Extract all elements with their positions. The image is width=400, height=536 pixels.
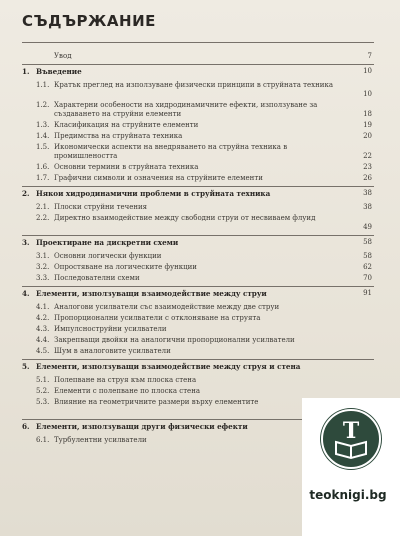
toc-page-number: 58 bbox=[363, 238, 372, 246]
page-title: СЪДЪРЖАНИЕ bbox=[22, 12, 156, 30]
toc-entry-title: Шум в аналоговите усилватели bbox=[54, 347, 171, 355]
toc-entry-title: Аналогови усилватели със взаимодействие между две струи bbox=[54, 303, 280, 311]
toc-page-number: 7 bbox=[367, 52, 372, 60]
toc-page-number: 18 bbox=[363, 110, 372, 118]
toc-entry-title: Закрепващи двойки на аналогични пропорционални усилватели bbox=[54, 336, 295, 344]
toc-entry-title: Икономически аспекти на внедряването на струйна техника в промишлеността bbox=[54, 143, 288, 160]
toc-entry-number: 3.2. bbox=[36, 263, 50, 271]
toc-entry-number: 5.2. bbox=[36, 387, 50, 395]
toc-page-number: 70 bbox=[363, 274, 372, 282]
toc-entry-number: 1. bbox=[22, 67, 30, 76]
toc-entry-number: 1.7. bbox=[36, 174, 50, 182]
toc-entry-title: Някои хидродинамични проблеми в струйната техника bbox=[36, 189, 271, 198]
toc-page-number: 10 bbox=[363, 67, 372, 75]
toc-entry-number: 3.3. bbox=[36, 274, 50, 282]
toc-entry-title: Класификация на струйните елементи bbox=[54, 121, 199, 129]
section-divider bbox=[22, 186, 374, 187]
toc-entry-number: 6. bbox=[22, 422, 30, 431]
toc-entry-title: Увод bbox=[54, 52, 72, 60]
toc-entry-number: 1.5. bbox=[36, 143, 50, 151]
toc-entry-number: 4.2. bbox=[36, 314, 50, 322]
toc-entry-number: 4.4. bbox=[36, 336, 50, 344]
toc-entry-title: Опростяване на логическите функции bbox=[54, 263, 197, 271]
toc-entry-title: Елементи с полепване по плоска стена bbox=[54, 387, 201, 395]
toc-page-number: 49 bbox=[363, 223, 372, 231]
toc-entry-number: 4. bbox=[22, 289, 30, 298]
toc-entry-title: Полепване на струя към плоска стена bbox=[54, 376, 197, 384]
toc-entry-number: 1.4. bbox=[36, 132, 50, 140]
book-icon bbox=[320, 408, 382, 470]
toc-entry-number: 1.2. bbox=[36, 101, 50, 109]
toc-entry-title: Характерни особености на хидродинамичните ефекти, използуване за създаването на струйни елементи bbox=[54, 101, 318, 118]
toc-entry-number: 1.3. bbox=[36, 121, 50, 129]
toc-entry-number: 4.1. bbox=[36, 303, 50, 311]
toc-entry-title: Плоски струйни течения bbox=[54, 203, 148, 211]
toc-page-number: 23 bbox=[363, 163, 372, 171]
toc-entry-title: Кратък преглед на използуване физически принципи в струйната техника bbox=[54, 81, 333, 89]
toc-entry-title: Импулсноструйни усилватели bbox=[54, 325, 167, 333]
toc-entry-number: 3.1. bbox=[36, 252, 50, 260]
toc-entry-title: Графични символи и означения на струйните елементи bbox=[54, 174, 263, 182]
toc-entry-title: Елементи, използуващи взаимодействие между струи bbox=[36, 289, 267, 298]
toc-entry-number: 1.1. bbox=[36, 81, 50, 89]
toc-entry-number: 5. bbox=[22, 362, 30, 371]
toc-entry-number: 2.1. bbox=[36, 203, 50, 211]
toc-entry-number: 5.1. bbox=[36, 376, 50, 384]
section-divider bbox=[22, 286, 374, 287]
toc-entry-number: 1.6. bbox=[36, 163, 50, 171]
toc-entry-number: 3. bbox=[22, 238, 30, 247]
toc-page-number: 19 bbox=[363, 121, 372, 129]
logo-badge bbox=[320, 408, 382, 470]
section-divider bbox=[22, 235, 374, 236]
toc-page-number: 62 bbox=[363, 263, 372, 271]
toc-entry-title: Въведение bbox=[36, 67, 82, 76]
toc-page-number: 26 bbox=[363, 174, 372, 182]
toc-entry-number: 4.3. bbox=[36, 325, 50, 333]
toc-entry-title: Елементи, използуващи взаимодействие между струя и стена bbox=[36, 362, 301, 371]
toc-page-number: 38 bbox=[363, 203, 372, 211]
toc-entry-number: 2. bbox=[22, 189, 30, 198]
toc-entry-title: Турбулентни усилватели bbox=[54, 436, 147, 444]
toc-entry-title: Последователни схеми bbox=[54, 274, 140, 282]
toc-entry-title: Пропорционални усилватели с отклоняване на струята bbox=[54, 314, 261, 322]
section-divider bbox=[22, 42, 374, 43]
section-divider bbox=[22, 359, 374, 360]
toc-entry-number: 6.1. bbox=[36, 436, 50, 444]
toc-page-number: 38 bbox=[363, 189, 372, 197]
toc-entry-title: Директно взаимодействие между свободни струи от несвиваем флуид bbox=[54, 214, 316, 222]
toc-entry-number: 2.2. bbox=[36, 214, 50, 222]
toc-page-number: 58 bbox=[363, 252, 372, 260]
toc-entry-title: Елементи, използуващи други физически ефекти bbox=[36, 422, 248, 431]
toc-entry-number: 5.3. bbox=[36, 398, 50, 406]
toc-page-number: 22 bbox=[363, 152, 372, 160]
section-divider bbox=[22, 64, 374, 65]
toc-page-number: 20 bbox=[363, 132, 372, 140]
toc-entry-title: Проектиране на дискретни схеми bbox=[36, 238, 179, 247]
toc-entry-title: Основни логически функции bbox=[54, 252, 162, 260]
toc-entry-title: Предимства на струйната техника bbox=[54, 132, 183, 140]
svg-text:T: T bbox=[342, 418, 360, 444]
toc-entry-number: 4.5. bbox=[36, 347, 50, 355]
toc-entry-title: Основни термини в струйната техника bbox=[54, 163, 199, 171]
toc-page-number: 91 bbox=[363, 289, 372, 297]
toc-page-number: 10 bbox=[363, 90, 372, 98]
toc-entry-title: Влияние на геометричните размери върху елементите bbox=[54, 398, 259, 406]
logo-text: teoknigi.bg bbox=[309, 488, 387, 502]
